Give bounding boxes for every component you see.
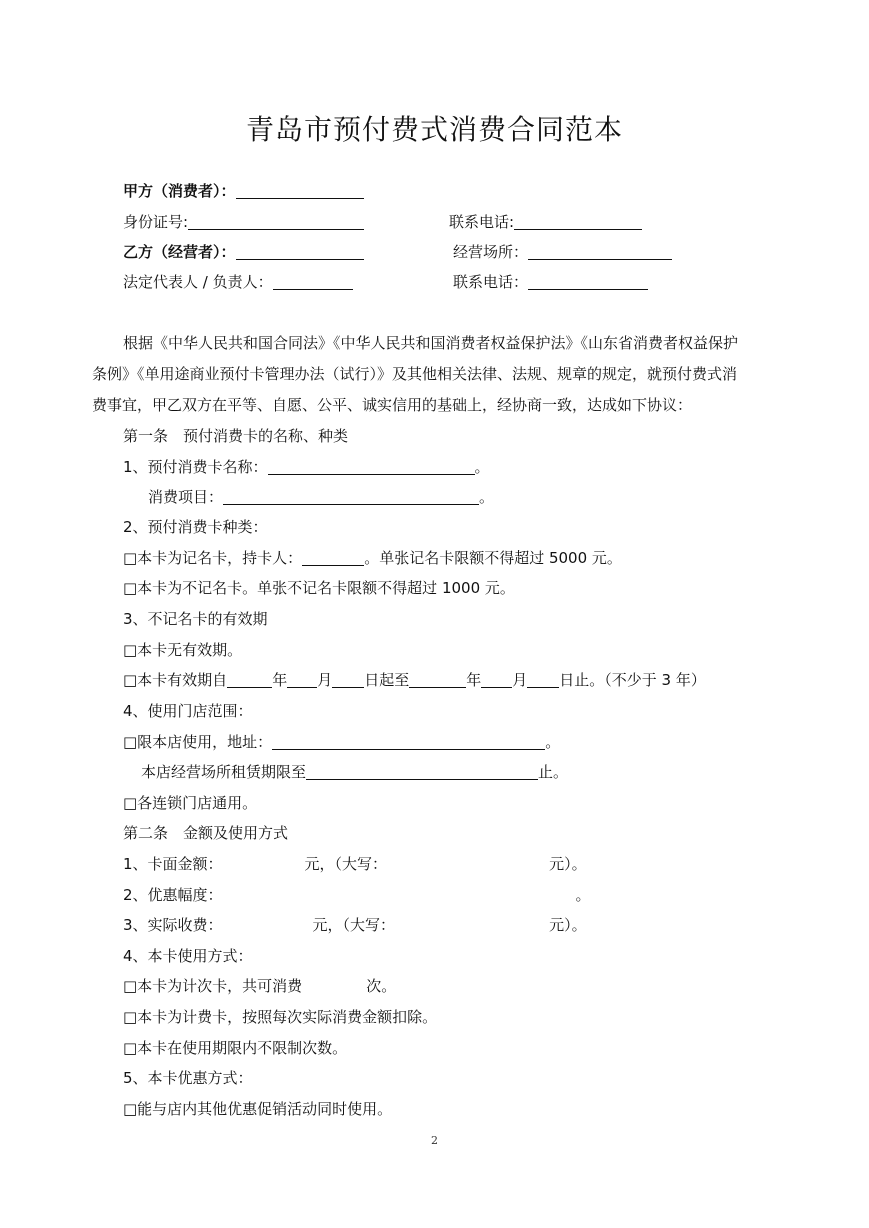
intro-line-1: 根据《中华人民共和国合同法》《中华人民共和国消费者权益保护法》《山东省消费者权益保护: [123, 334, 739, 352]
lease-end: 止。: [538, 763, 569, 781]
holder-blank[interactable]: [302, 549, 364, 566]
store-only-row: [123, 732, 560, 752]
actual-fee-label: 3、实际收费：: [123, 916, 223, 934]
count-card-row: [123, 976, 396, 996]
named-card-post: 。单张记名卡限额不得超过 5000 元。: [364, 549, 622, 567]
lease-row: [141, 762, 568, 782]
chain-row: □各连锁门店通用。: [123, 794, 258, 812]
card-name-row: [123, 457, 490, 477]
scope-heading: 4、使用门店范围：: [123, 702, 253, 720]
expiry-pre: □本卡有效期自: [123, 671, 228, 689]
end-day-blank[interactable]: [527, 671, 559, 688]
no-expiry-row: □本卡无有效期。: [123, 641, 243, 659]
store-only-label: □限本店使用，地址：: [123, 733, 273, 751]
offer-heading: 5、本卡优惠方式：: [123, 1069, 253, 1087]
unlimited-row: □本卡在使用期限内不限制次数。: [123, 1039, 348, 1057]
count-card-post: 次。: [366, 977, 397, 995]
id-label: 身份证号:: [123, 213, 189, 231]
venue-row: [453, 242, 672, 262]
party-b-label: 乙方（经营者）：: [123, 243, 236, 261]
actual-fee-close: 元）。: [549, 916, 587, 934]
phone-b-row: [453, 272, 648, 292]
card-name-blank[interactable]: [268, 458, 475, 475]
id-blank[interactable]: [188, 213, 364, 230]
phone-b-blank[interactable]: [528, 273, 648, 290]
venue-blank[interactable]: [528, 243, 672, 260]
legal-rep-row: [123, 272, 353, 292]
article-1-heading: 第一条 预付消费卡的名称、种类: [123, 427, 349, 445]
item-period: 。: [479, 488, 495, 506]
from-label: 日起至: [364, 671, 410, 689]
end-month-blank[interactable]: [481, 671, 512, 688]
actual-fee-upper: 元，（大写：: [312, 916, 396, 934]
discount-row: [123, 885, 591, 905]
card-kinds: 2、预付消费卡种类：: [123, 518, 268, 536]
intro-line-2: 条例》《单用途商业预付卡管理办法（试行）》及其他相关法律、法规、规章的规定，就预付费式消: [92, 365, 738, 383]
unnamed-card-row: □本卡为不记名卡。单张不记名卡限额不得超过 1000 元。: [123, 579, 515, 597]
face-value-label: 1、卡面金额：: [123, 855, 223, 873]
party-b-row: [123, 242, 364, 262]
legal-rep-blank[interactable]: [273, 273, 353, 290]
year-label: 年: [272, 671, 288, 689]
named-card-row: [123, 548, 622, 568]
card-name-label: 1、预付消费卡名称：: [123, 458, 268, 476]
id-row: [123, 212, 364, 232]
fee-card-row: □本卡为计费卡，按照每次实际消费金额扣除。: [123, 1008, 438, 1026]
item-label: 消费项目：: [148, 488, 224, 506]
item-row: [148, 487, 494, 507]
phone-a-row: [449, 212, 642, 232]
discount-period: 。: [575, 886, 591, 904]
party-a-blank[interactable]: [236, 182, 364, 199]
item-blank[interactable]: [223, 488, 479, 505]
party-a-label: 甲方（消费者）：: [123, 182, 236, 200]
validity-heading: 3、不记名卡的有效期: [123, 610, 268, 628]
page-number: 2: [431, 1134, 438, 1147]
named-card-pre: □本卡为记名卡，持卡人：: [123, 549, 303, 567]
card-name-period: 。: [474, 458, 490, 476]
lease-label: 本店经营场所租赁期限至: [141, 763, 307, 781]
face-value-row: [123, 854, 587, 874]
legal-rep-label: 法定代表人 / 负责人：: [123, 273, 273, 291]
actual-fee-row: [123, 915, 587, 935]
start-month-blank[interactable]: [287, 671, 317, 688]
count-card-pre: □本卡为计次卡，共可消费: [123, 977, 303, 995]
usage-heading: 4、本卡使用方式：: [123, 947, 253, 965]
month-label: 月: [317, 671, 333, 689]
intro-line-3: 费事宜，甲乙双方在平等、自愿、公平、诚实信用的基础上，经协商一致，达成如下协议：: [92, 396, 693, 414]
lease-blank[interactable]: [306, 763, 538, 780]
phone-a-label: 联系电话:: [449, 213, 515, 231]
year-label: 年: [466, 671, 482, 689]
start-day-blank[interactable]: [332, 671, 364, 688]
combine-row: □能与店内其他优惠促销活动同时使用。: [123, 1100, 393, 1118]
page-title: 青岛市预付费式消费合同范本: [245, 113, 623, 146]
expiry-row: [123, 670, 706, 690]
end-year-blank[interactable]: [409, 671, 466, 688]
article-2-heading: 第二条 金额及使用方式: [123, 824, 289, 842]
month-label: 月: [512, 671, 528, 689]
phone-b-label: 联系电话：: [453, 273, 529, 291]
phone-a-blank[interactable]: [514, 213, 642, 230]
face-value-upper: 元，（大写：: [304, 855, 388, 873]
party-b-blank[interactable]: [236, 243, 364, 260]
venue-label: 经营场所：: [453, 243, 529, 261]
discount-label: 2、优惠幅度：: [123, 886, 223, 904]
start-year-blank[interactable]: [227, 671, 272, 688]
address-blank[interactable]: [272, 733, 545, 750]
expiry-end-label: 日止。（不少于 3 年）: [559, 671, 706, 689]
face-value-close: 元）。: [549, 855, 587, 873]
store-only-period: 。: [545, 733, 561, 751]
party-a-row: [123, 181, 364, 201]
